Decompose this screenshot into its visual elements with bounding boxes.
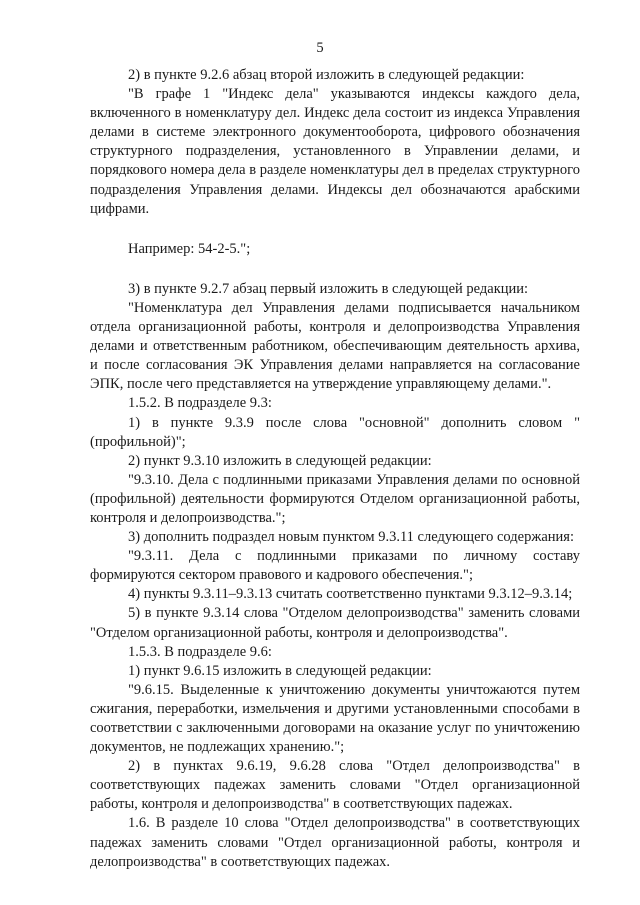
paragraph: 1.6. В разделе 10 слова "Отдел делопроизводства" в соответствующих падежах заменить словами "Отдел организационной работы, контроля и делопроизводства" в соответствующих падежах. bbox=[90, 815, 580, 870]
section-heading: 1.5.2. В подразделе 9.3: bbox=[128, 395, 272, 412]
paragraph: 2) пункт 9.3.10 изложить в следующей редакции: bbox=[128, 452, 432, 469]
quoted-paragraph: "Номенклатура дел Управления делами подписывается начальником отдела организационной работы, контроля и делопроизводства Управления делами и ответственным работником, обеспечивающим деятельность архива, и после согласования ЭК Управления делами направляется на согласование ЭПК, после чего представляется на утверждение управляющему делами.". bbox=[90, 299, 580, 393]
page-number: 5 bbox=[316, 40, 324, 56]
document-body bbox=[90, 66, 580, 872]
quoted-paragraph: "В графе 1 "Индекс дела" указываются индексы каждого дела, включенного в номенклатуру дел. Индекс дела состоит из индекса Управления делами в системе электронного документооборота, цифрового обозначения структурного подразделения, установленного в Управлении делами, и порядкового номера дела в разделе номенклатуры дел в пределах структурного подразделения Управления делами. Индексы дел обозначаются арабскими цифрами. bbox=[90, 86, 580, 217]
quoted-paragraph: "9.3.11. Дела с подлинными приказами по личному составу формируются сектором правового и кадрового обеспечения."; bbox=[90, 548, 580, 584]
paragraph: 3) в пункте 9.2.7 абзац первый изложить в следующей редакции: bbox=[128, 280, 529, 297]
paragraph: 2) в пункте 9.2.6 абзац второй изложить в следующей редакции: bbox=[128, 67, 525, 83]
section-heading: 1.5.3. В подразделе 9.6: bbox=[128, 643, 272, 660]
quoted-paragraph: "9.6.15. Выделенные к уничтожению документы уничтожаются путем сжигания, переработки, измельчения и другими установленными способами в соответствии с заключенными договорами на оказание услуг по уничтожению документов, не подлежащих хранению."; bbox=[90, 681, 580, 756]
quoted-paragraph: "9.3.10. Дела с подлинными приказами Управления делами по основной (профильной) деятельности формируются Отделом организационной работы, контроля и делопроизводства."; bbox=[90, 471, 580, 526]
paragraph: 1) в пункте 9.3.9 после слова "основной" дополнить словом "(профильной)"; bbox=[90, 414, 580, 450]
paragraph: 1) пункт 9.6.15 изложить в следующей редакции: bbox=[128, 662, 432, 679]
paragraph: 2) в пунктах 9.6.19, 9.6.28 слова "Отдел делопроизводства" в соответствующих падежах заменить словами "Отдел организационной работы, контроля и делопроизводства" в соответствующих падежах. bbox=[90, 758, 580, 813]
paragraph: 3) дополнить подраздел новым пунктом 9.3.11 следующего содержания: bbox=[128, 529, 574, 546]
example-paragraph: Например: 54-2-5."; bbox=[128, 240, 251, 257]
paragraph: 5) в пункте 9.3.14 слова "Отделом делопроизводства" заменить словами "Отделом организационной работы, контроля и делопроизводства". bbox=[90, 605, 580, 641]
paragraph: 4) пункты 9.3.11–9.3.13 считать соответственно пунктами 9.3.12–9.3.14; bbox=[128, 586, 573, 603]
